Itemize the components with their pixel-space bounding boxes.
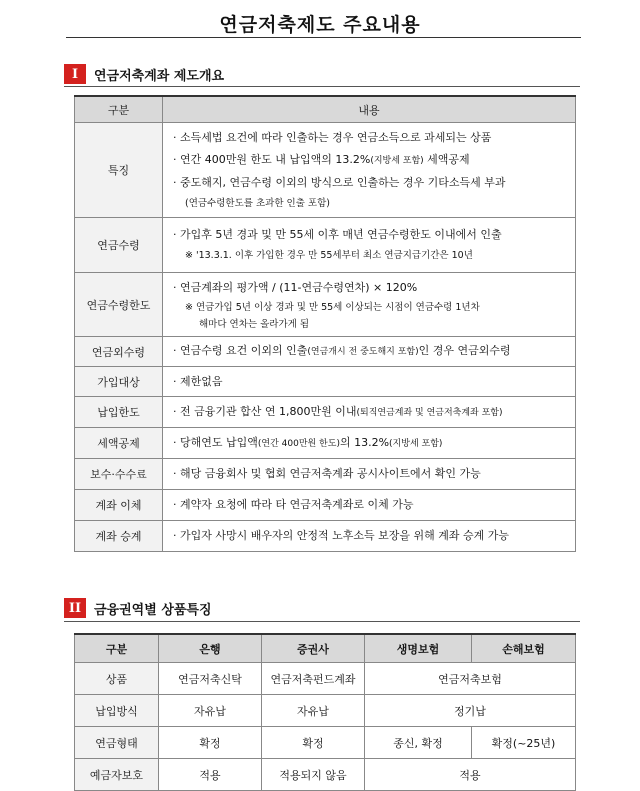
section-1-divider — [64, 86, 580, 87]
row-label: 보수·수수료 — [75, 459, 163, 490]
row-label: 납입한도 — [75, 397, 163, 428]
cell-securities: 연금저축펀드계좌 — [262, 663, 365, 695]
table-row — [75, 428, 576, 459]
header-nonlife-insurance: 손해보험 — [472, 634, 576, 663]
content-line: · 당해연도 납입액(연간 400만원 한도)의 13.2%(지방세 포함) — [173, 435, 443, 449]
cell-insurance: 적용 — [365, 759, 576, 791]
content-line: · 연간 400만원 한도 내 납입액의 13.2%(지방세 포함) 세액공제 — [173, 152, 470, 166]
cell-nonlife-insurance: 확정(~25년) — [472, 727, 576, 759]
section-2-divider — [64, 621, 580, 622]
table-row — [75, 727, 576, 759]
cell-bank: 연금저축신탁 — [159, 663, 262, 695]
row-content — [163, 428, 576, 459]
table-row — [75, 123, 576, 218]
content-note: 해마다 연차는 올라가게 됨 — [199, 318, 310, 330]
row-content — [163, 273, 576, 337]
cell-securities: 자유납 — [262, 695, 365, 727]
title-divider — [66, 37, 581, 38]
row-content — [163, 367, 576, 397]
header-category: 구분 — [75, 96, 163, 123]
cell-bank: 자유납 — [159, 695, 262, 727]
content-note: ※ 연금가입 5년 이상 경과 및 만 55세 이상되는 시점이 연금수령 1년차 — [185, 301, 480, 313]
section-2-title: 금융권역별 상품특징 — [94, 602, 212, 618]
row-content — [163, 218, 576, 273]
row-label: 연금외수령 — [75, 337, 163, 367]
content-line: · 중도해지, 연금수령 이외의 방식으로 인출하는 경우 기타소득세 부과 — [173, 175, 506, 189]
header-securities: 증권사 — [262, 634, 365, 663]
content-line: · 제한없음 — [173, 374, 223, 388]
row-label: 연금수령 — [75, 218, 163, 273]
header-content: 내용 — [163, 96, 576, 123]
content-line: · 연금수령 요건 이외의 인출(연금개시 전 중도해지 포함)인 경우 연금외수령 — [173, 344, 511, 357]
table-row — [75, 397, 576, 428]
row-label: 세액공제 — [75, 428, 163, 459]
section-2-number: II — [64, 598, 86, 618]
table-row — [75, 337, 576, 367]
table-header-row — [75, 96, 576, 123]
cell-life-insurance: 종신, 확정 — [365, 727, 472, 759]
row-content — [163, 337, 576, 367]
content-line: · 계약자 요청에 따라 타 연금저축계좌로 이체 가능 — [173, 498, 414, 511]
row-label: 상품 — [75, 663, 159, 695]
content-line: · 전 금융기관 합산 연 1,800만원 이내(퇴직연금계좌 및 연금저축계좌 포함) — [173, 404, 503, 418]
row-label: 계좌 이체 — [75, 490, 163, 521]
row-content — [163, 123, 576, 218]
cell-bank: 적용 — [159, 759, 262, 791]
cell-securities: 적용되지 않음 — [262, 759, 365, 791]
cell-insurance: 정기납 — [365, 695, 576, 727]
content-line: · 연금계좌의 평가액 / (11-연금수령연차) × 120% — [173, 280, 418, 294]
table-header-row — [75, 634, 576, 663]
section-1-number: I — [64, 64, 86, 84]
content-line: · 해당 금융회사 및 협회 연금저축계좌 공시사이트에서 확인 가능 — [173, 467, 481, 480]
content-line: · 가입후 5년 경과 및 만 55세 이후 매년 연금수령한도 이내에서 인출 — [173, 228, 502, 241]
header-category: 구분 — [75, 634, 159, 663]
row-label: 예금자보호 — [75, 759, 159, 791]
table-row — [75, 459, 576, 490]
page-title: 연금저축제도 주요내용 — [219, 14, 421, 36]
table-row — [75, 367, 576, 397]
content-line: · 가입자 사망시 배우자의 안정적 노후소득 보장을 위해 계좌 승계 가능 — [173, 529, 509, 542]
cell-securities: 확정 — [262, 727, 365, 759]
row-label: 가입대상 — [75, 367, 163, 397]
table-row — [75, 218, 576, 273]
table-row — [75, 695, 576, 727]
row-content — [163, 397, 576, 428]
section-1-header — [64, 63, 224, 85]
row-label: 연금수령한도 — [75, 273, 163, 337]
row-content — [163, 490, 576, 521]
overview-table — [74, 95, 576, 552]
header-life-insurance: 생명보험 — [365, 634, 472, 663]
content-line: · 소득세법 요건에 따라 인출하는 경우 연금소득으로 과세되는 상품 — [173, 130, 492, 144]
table-row — [75, 759, 576, 791]
table-row — [75, 521, 576, 552]
sector-table — [74, 633, 576, 791]
row-label: 특징 — [75, 123, 163, 218]
row-label: 연금형태 — [75, 727, 159, 759]
table-row — [75, 663, 576, 695]
table-row — [75, 273, 576, 337]
row-content — [163, 521, 576, 552]
cell-bank: 확정 — [159, 727, 262, 759]
content-note: ※ '13.3.1. 이후 가입한 경우 만 55세부터 최소 연금지급기간은 10년 — [185, 250, 473, 261]
row-content — [163, 459, 576, 490]
row-label: 납입방식 — [75, 695, 159, 727]
table-row — [75, 490, 576, 521]
row-label: 계좌 승계 — [75, 521, 163, 552]
section-1-title: 연금저축계좌 제도개요 — [94, 68, 225, 84]
content-note: (연금수령한도를 초과한 인출 포함) — [185, 197, 330, 209]
section-2-header — [64, 597, 212, 619]
header-bank: 은행 — [159, 634, 262, 663]
cell-insurance: 연금저축보험 — [365, 663, 576, 695]
